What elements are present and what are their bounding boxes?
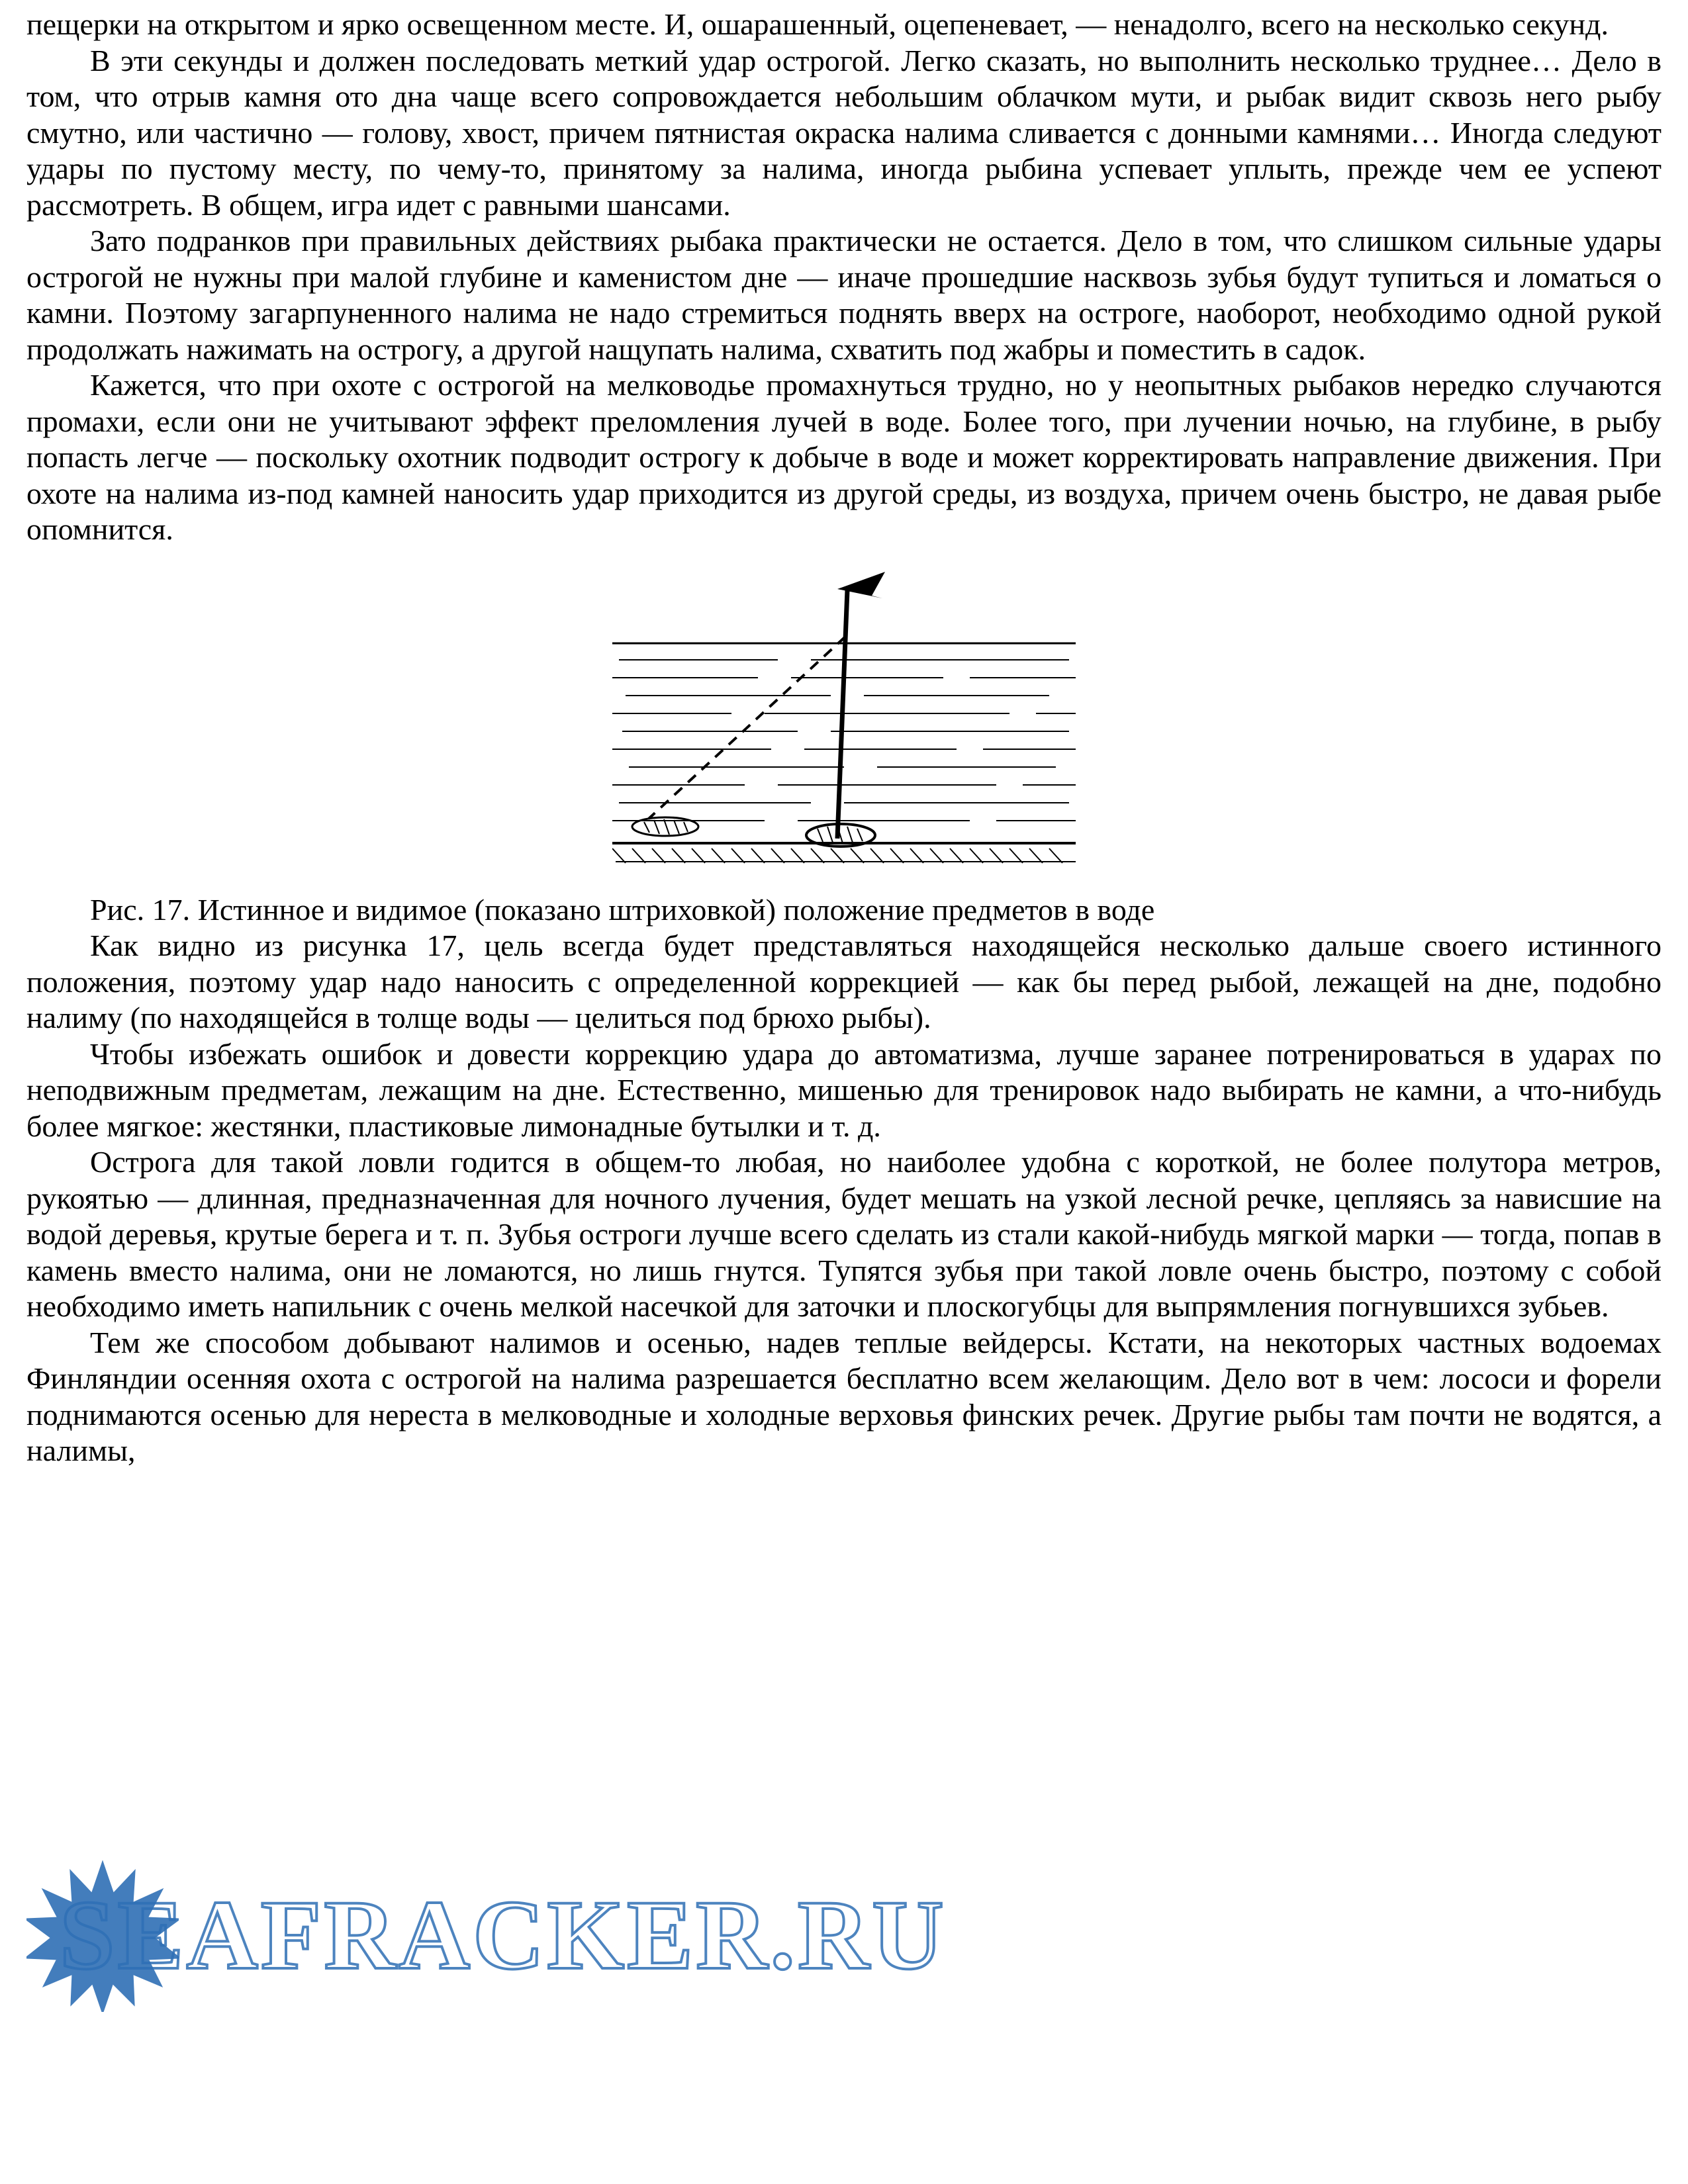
paragraph-8: Тем же способом добывают налимов и осенью, надев теплые вейдерсы. Кстати, на некоторых частных водоемах Финляндии осенняя охота с острогой на налима разрешается бесплатно всем желающим. Дело вот в чем: лососи и форели поднимаются осенью для нереста в мелководные и холодные верховья финских речек. Другие рыбы там почти не водятся, а налимы, [26,1325,1662,1467]
paragraph-5: Как видно из рисунка 17, цель всегда будет представляться находящейся несколько дальше своего истинного положения, поэтому удар надо наносить с определенной коррекцией — как бы перед рыбой, лежащей на дне, подобно налиму (по находящейся в толще воды — целиться под брюхо рыбы). [26,929,1662,1034]
watermark-text: SEAFRACKER.RU [60,1880,947,1990]
paragraph-6: Чтобы избежать ошибок и довести коррекцию удара до автоматизма, лучше заранее потренироваться в ударах по неподвижным предметам, лежащим на дне. Естественно, мишенью для тренировок надо выбирать не камни, а что-нибудь более мягкое: жестянки, пластиковые лимонадные бутылки и т. д. [26,1036,1662,1143]
paragraph-2: В эти секунды и должен последовать меткий удар острогой. Легко сказать, но выполнить несколько труднее… Дело в том, что отрыв камня ото дна чаще всего сопровождается небольшим облачком мути, и рыбак видит сквозь него рыбу смутно, или частично — голову, хвост, причем пятнистая окраска налима сливается с донными камнями… Иногда следуют удары по пустому месту, по чему-то, принятому за налима, иногда рыбина успевает уплыть, прежде чем ее успеют рассмотреть. В общем, игра идет с равными шансами. [26,43,1662,222]
paragraph-7: Острога для такой ловли годится в общем-то любая, но наиболее удобна с короткой, не более полутора метров, рукоятью — длинная, предназначенная для ночного лучения, будет мешать на узкой лесной речке, цепляясь за нависшие на водой деревья, крутые берега и т. п. Зубья остроги лучше всего сделать из стали какой-нибудь мягкой марки — тогда, попав в камень вместо налима, они не ломаются, но лишь гнутся. Тупятся зубья при такой ловле очень быстро, поэтому с собой необходимо иметь напильник с очень мелкой насечкой для заточки и плоскогубцы для выпрямления погнувшихся зубьев. [26,1145,1662,1323]
figure-caption: Рис. 17. Истинное и видимое (показано штриховкой) положение предметов в воде [90,892,1155,927]
paragraph-4: Кажется, что при охоте с острогой на мелководье промахнуться трудно, но у неопытных рыбаков нередко случаются промахи, если они не учитывают эффект преломления лучей в воде. Более того, при лучении ночью, на глубине, в рыбу попасть легче — поскольку охотник подводит острогу к добыче в воде и может корректировать направление движения. При охоте на налима из-под камней наносить удар приходится из другой среды, из воздуха, причем очень быстро, не давая рыбе опомнится. [26,368,1662,546]
paragraph-1: пещерки на открытом и ярко освещенном месте. И, ошарашенный, оцепеневает, — ненадолго, всего на несколько секунд. [26,7,1609,41]
refraction-diagram [612,557,1076,888]
page-content [26,7,1662,1469]
starburst-icon [26,1860,179,2012]
figure-17 [26,557,1662,888]
watermark [0,1860,1688,2078]
paragraph-3: Зато подранков при правильных действиях рыбака практически не остается. Дело в том, что слишком сильные удары острогой не нужны при малой глубине и каменистом дне — иначе прошедшие насквозь зубья будут тупиться и ломаться о камни. Поэтому загарпуненного налима не надо стремиться поднять вверх на остроге, наоборот, необходимо одной рукой продолжать нажимать на острогу, а другой нащупать налима, схватить под жабры и поместить в садок. [26,224,1662,366]
